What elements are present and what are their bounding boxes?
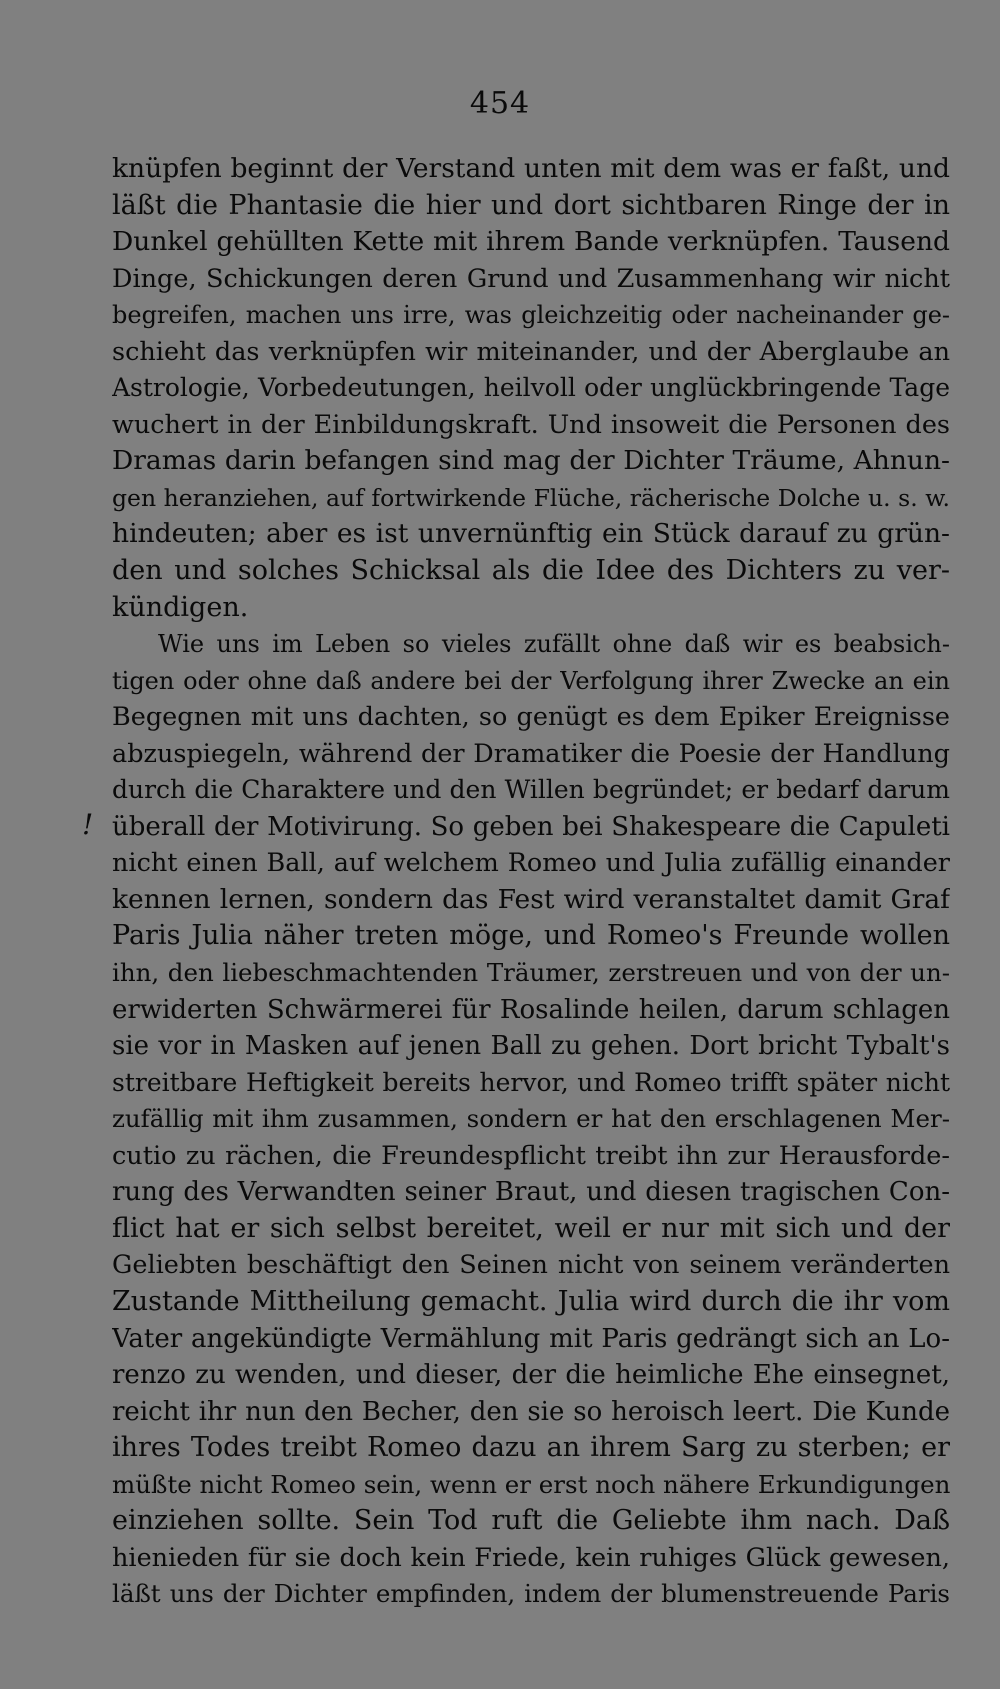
text-line: renzo zu wenden, und dieser, der die heimliche Ehe einsegnet, [112, 1360, 950, 1391]
text-line: Dinge, Schickungen deren Grund und Zusammenhang wir nicht [112, 263, 950, 294]
paragraph-2 [112, 626, 950, 1613]
text-line: flict hat er sich selbst bereitet, weil er nur mit sich und der [112, 1212, 950, 1244]
text-line: müßte nicht Romeo sein, wenn er erst noch nähere Erkundigungen [112, 1469, 950, 1499]
text-line: cutio zu rächen, die Freundespflicht treibt ihn zur Herausforde- [112, 1140, 950, 1171]
text-line: rung des Verwandten seiner Braut, und diesen tragischen Con- [112, 1177, 950, 1208]
text-line: Dramas darin befangen sind mag der Dichter Träume, Ahnun- [112, 445, 950, 477]
text-line: kündigen. [112, 591, 249, 623]
text-line: abzuspiegeln, während der Dramatiker die Poesie der Handlung [112, 738, 950, 769]
text-line: einziehen sollte. Sein Tod ruft die Geliebte ihm nach. Daß [112, 1505, 950, 1537]
text-line: läßt uns der Dichter empfinden, indem der blumenstreuende Paris [112, 1579, 950, 1609]
text-line: ihres Todes treibt Romeo dazu an ihrem Sarg zu sterben; er [112, 1432, 950, 1464]
text-line: kennen lernen, sondern das Fest wird veranstaltet damit Graf [112, 883, 950, 915]
text-line: hienieden für sie doch kein Friede, kein ruhiges Glück gewesen, [112, 1542, 950, 1573]
text-line: ihn, den liebeschmachtenden Träumer, zerstreuen und von der un- [112, 958, 950, 988]
paragraph-1 [112, 151, 950, 626]
text-line: Begegnen mit uns dachten, so genügt es dem Epiker Ereignisse [112, 702, 950, 733]
text-line: Paris Julia näher treten möge, und Romeo's Freunde wollen [112, 920, 950, 952]
text-line: tigen oder ohne daß andere bei der Verfolgung ihrer Zwecke an ein [112, 666, 950, 695]
text-line: hindeuten; aber es ist unvernünftig ein Stück darauf zu grün- [112, 518, 950, 550]
text-line: Zustande Mittheilung gemacht. Julia wird durch die ihr vom [112, 1285, 950, 1317]
text-line: Vater angekündigte Vermählung mit Paris gedrängt sich an Lo- [112, 1323, 950, 1354]
text-line: begreifen, machen uns irre, was gleichzeitig oder nacheinander ge- [112, 301, 950, 330]
text-line: zufällig mit ihm zusammen, sondern er hat den erschlagenen Mer- [112, 1104, 950, 1134]
body-text [112, 151, 950, 1613]
text-line: nicht einen Ball, auf welchem Romeo und Julia zufällig einander [112, 848, 950, 879]
text-line: durch die Charaktere und den Willen begründet; er bedarf darum [112, 775, 950, 805]
text-line: sie vor in Masken auf jenen Ball zu gehen. Dort bricht Tybalt's [112, 1031, 950, 1062]
text-line: Geliebten beschäftigt den Seinen nicht von seinem veränderten [112, 1250, 950, 1281]
text-line: streitbare Heftigkeit bereits hervor, und Romeo trifft später nicht [112, 1067, 950, 1097]
text-line: Astrologie, Vorbedeutungen, heilvoll oder unglückbringende Tage [112, 373, 950, 403]
text-line: wuchert in der Einbildungskraft. Und insoweit die Personen des [112, 409, 950, 440]
text-line: gen heranziehen, auf fortwirkende Flüche, rächerische Dolche u. s. w. [112, 483, 950, 512]
text-line: läßt die Phantasie die hier und dort sichtbaren Ringe der in [112, 189, 950, 221]
text-line: schieht das verknüpfen wir miteinander, und der Aberglaube an [112, 336, 950, 367]
text-line: Wie uns im Leben so vieles zufällt ohne daß wir es beabsich- [158, 630, 950, 659]
text-line: reicht ihr nun den Becher, den sie so heroisch leert. Die Kunde [112, 1396, 950, 1427]
page-number: 454 [469, 86, 531, 121]
text-line: Dunkel gehüllten Kette mit ihrem Bande verknüpfen. Tausend [112, 226, 950, 258]
text-line: den und solches Schicksal als die Idee des Dichters zu ver- [112, 555, 950, 587]
margin-mark: ! [82, 808, 94, 841]
text-line: überall der Motivirung. So geben bei Shakespeare die Capuleti [112, 811, 950, 842]
text-line: knüpfen beginnt der Verstand unten mit dem was er faßt, und [112, 153, 950, 184]
text-line: erwiderten Schwärmerei für Rosalinde heilen, darum schlagen [112, 994, 950, 1025]
